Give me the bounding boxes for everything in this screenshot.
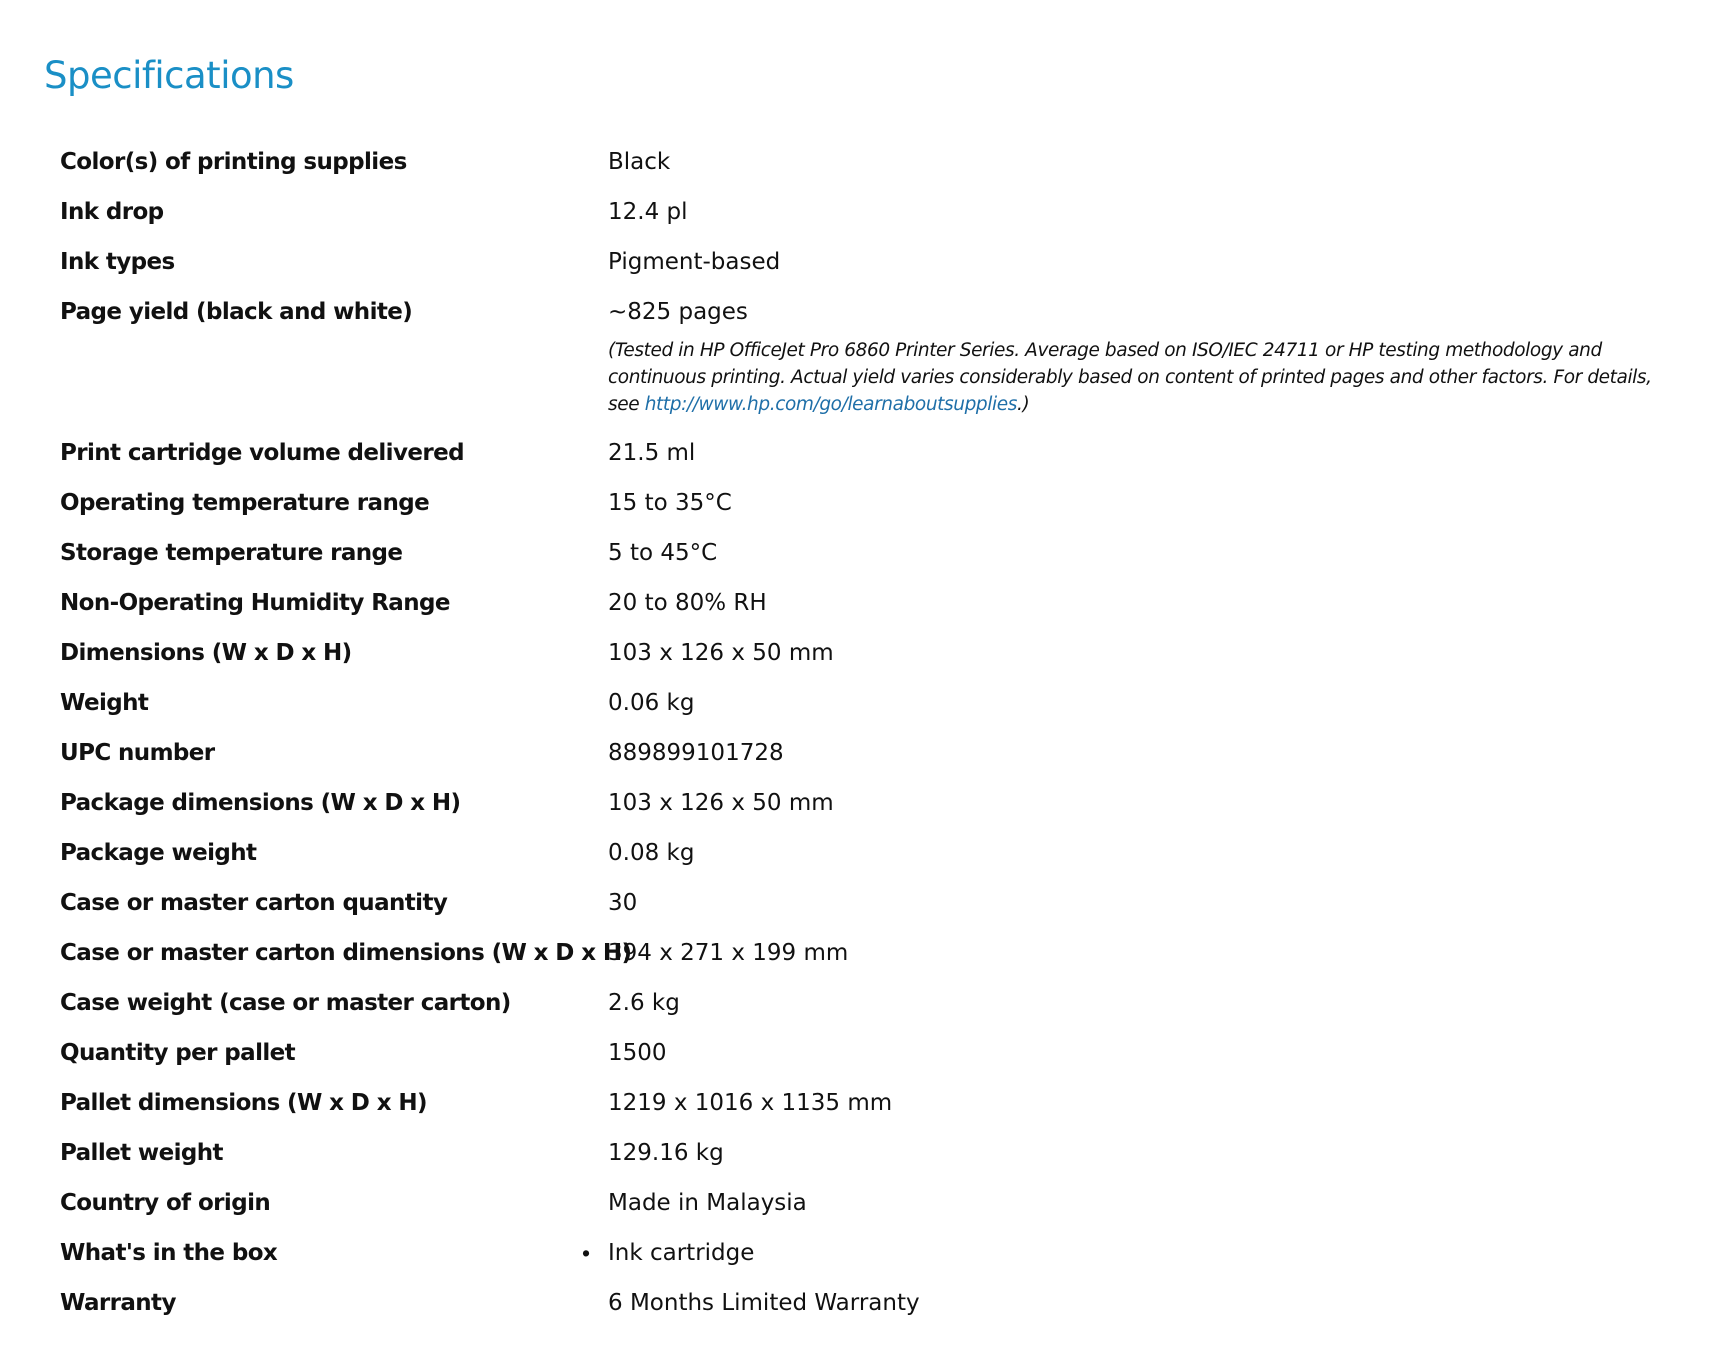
spec-row-quantity-per-pallet [60,1029,1660,1079]
spec-label: Case or master carton dimensions (W x D x H) [60,940,632,966]
spec-label: Country of origin [60,1190,271,1216]
spec-value: 103 x 126 x 50 mm [608,790,834,816]
spec-value: 6 Months Limited Warranty [608,1290,920,1316]
spec-row-warranty [60,1279,1660,1329]
spec-row-page-yield [60,288,1660,429]
spec-value: 2.6 kg [608,990,680,1016]
spec-row-operating-temperature [60,479,1660,529]
spec-label: Quantity per pallet [60,1040,296,1066]
spec-value: 129.16 kg [608,1140,724,1166]
spec-value: 103 x 126 x 50 mm [608,640,834,666]
spec-label: Operating temperature range [60,490,430,516]
spec-label: UPC number [60,740,215,766]
spec-row-humidity [60,579,1660,629]
spec-value: 1219 x 1016 x 1135 mm [608,1090,893,1116]
spec-label: Case or master carton quantity [60,890,448,916]
spec-row-ink-types [60,238,1660,288]
spec-label: Case weight (case or master carton) [60,990,511,1016]
spec-value: 30 [608,890,638,916]
spec-row-storage-temperature [60,529,1660,579]
spec-value: 15 to 35°C [608,490,732,516]
spec-label: Package weight [60,840,257,866]
spec-value: Made in Malaysia [608,1190,807,1216]
spec-row-carton-dimensions [60,929,1660,979]
spec-value: 0.08 kg [608,840,695,866]
spec-label: Pallet dimensions (W x D x H) [60,1090,427,1116]
spec-row-upc [60,729,1660,779]
spec-value: 0.06 kg [608,690,695,716]
spec-row-ink-drop [60,188,1660,238]
spec-value: 21.5 ml [608,440,696,466]
spec-value: Ink cartridge [608,1240,755,1266]
footnote-text-end: .) [1016,394,1030,415]
spec-label: Ink types [60,249,175,275]
spec-row-colors [60,138,1660,188]
spec-label: Print cartridge volume delivered [60,440,464,466]
spec-value: 20 to 80% RH [608,590,767,616]
spec-row-country-of-origin [60,1179,1660,1229]
spec-label: What's in the box [60,1240,278,1266]
spec-value: Black [608,149,671,175]
spec-label: Package dimensions (W x D x H) [60,790,461,816]
spec-label: Ink drop [60,199,164,225]
spec-label: Color(s) of printing supplies [60,149,407,175]
spec-label: Weight [60,690,149,716]
spec-label: Storage temperature range [60,540,403,566]
page-title: Specifications [44,54,294,97]
spec-value: 889899101728 [608,740,784,766]
learn-about-supplies-link[interactable]: http://www.hp.com/go/learnaboutsupplies [644,394,1017,415]
spec-value: Pigment-based [608,249,781,275]
spec-row-package-dimensions [60,779,1660,829]
bullet-icon: • [582,1240,591,1266]
spec-row-package-weight [60,829,1660,879]
spec-value: 394 x 271 x 199 mm [608,940,849,966]
spec-row-weight [60,679,1660,729]
spec-row-pallet-dimensions [60,1079,1660,1129]
spec-row-dimensions [60,629,1660,679]
page-yield-footnote [608,337,1688,418]
spec-value: 5 to 45°C [608,540,718,566]
spec-row-whats-in-the-box [60,1229,1660,1279]
spec-row-pallet-weight [60,1129,1660,1179]
spec-label: Warranty [60,1290,176,1316]
spec-label: Page yield (black and white) [60,299,413,325]
footnote-text: (Tested in HP OfficeJet Pro 6860 Printer Series. Average based on ISO/IEC 24711 or HP testing methodology and continuous printing. Actual yield varies considerably based on content of printed pages and other factors. For details, see [608,340,1652,415]
spec-value: ~825 pages [608,299,748,325]
spec-row-cartridge-volume [60,429,1660,479]
spec-label: Pallet weight [60,1140,223,1166]
spec-value: 1500 [608,1040,667,1066]
spec-label: Dimensions (W x D x H) [60,640,352,666]
spec-label: Non-Operating Humidity Range [60,590,450,616]
spec-row-carton-quantity [60,879,1660,929]
spec-table [60,138,1660,1329]
spec-value: 12.4 pl [608,199,688,225]
spec-row-case-weight [60,979,1660,1029]
